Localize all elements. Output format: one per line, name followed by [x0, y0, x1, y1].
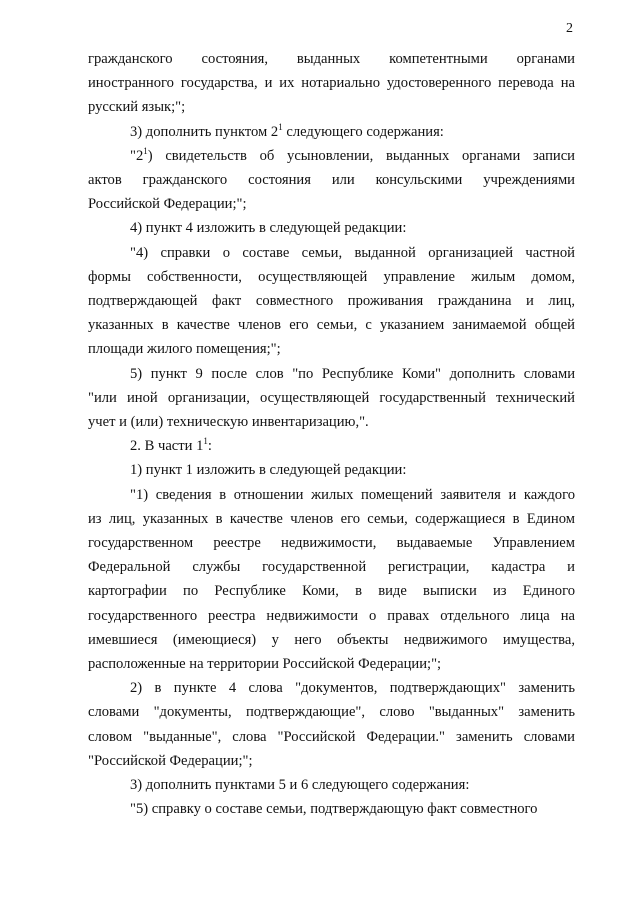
paragraph-p2 — [88, 144, 575, 217]
text-line: 2. В части $1^1$: — [130, 436, 212, 455]
paragraph-p7 — [88, 458, 575, 482]
paragraph-p9 — [88, 676, 575, 773]
text-line: словами "документы, подтверждающие", слово "выданных" заменить — [88, 704, 575, 721]
paragraph-p5 — [88, 362, 575, 435]
paragraph-p10 — [88, 773, 575, 797]
document-body — [88, 47, 575, 822]
text-line: указанных в качестве членов его семьи, с указанием занимаемой общей — [88, 317, 575, 334]
text-line: "$2^1$) свидетельств об усыновлении, выданных органами записи — [130, 145, 575, 164]
text-line: имевшиеся (имеющиеся) у него объекты недвижимого имущества, — [88, 631, 575, 648]
superscript: 1 — [203, 436, 208, 447]
text-line: картографии по Республике Коми, в виде выписки из Единого — [88, 583, 575, 600]
superscript: 1 — [278, 121, 283, 132]
text-line: "1) сведения в отношении жилых помещений заявителя и каждого — [130, 486, 575, 503]
text-line: подтверждающей факт совместного проживания гражданина и лиц, — [88, 293, 575, 310]
text-line: 4) пункт 4 изложить в следующей редакции: — [130, 220, 407, 237]
text-line: иностранного государства, и их нотариально удостоверенного перевода на — [88, 75, 575, 92]
text-line: из лиц, указанных в качестве членов его семьи, содержащиеся в Едином — [88, 510, 575, 527]
paragraph-p4 — [88, 241, 575, 362]
text-line: государственном реестре недвижимости, выдаваемые Управлением — [88, 535, 575, 552]
text-line: площади жилого помещения;"; — [88, 341, 281, 358]
text-line: государственного реестра недвижимости о правах отдельного лица на — [88, 607, 575, 624]
text-line: словом "выданные", слова "Российской Федерации." заменить словами — [88, 728, 575, 745]
paragraph-p3 — [88, 216, 575, 240]
text-line: 2) в пункте 4 слова "документов, подтверждающих" заменить — [130, 680, 575, 697]
text-line: 3) дополнить пунктом $2^1$ следующего содержания: — [130, 121, 444, 140]
text-line: Федеральной службы государственной регистрации, кадастра и — [88, 559, 575, 576]
text-line: актов гражданского состояния или консульскими учреждениями — [88, 172, 575, 189]
text-line: Российской Федерации;"; — [88, 196, 247, 213]
page-number: 2 — [566, 21, 573, 36]
text-line: русский язык;"; — [88, 99, 186, 116]
text-line: учет и (или) техническую инвентаризацию,". — [88, 414, 369, 431]
text-line: 5) пункт 9 после слов "по Республике Коми" дополнить словами — [130, 365, 575, 382]
superscript: 1 — [143, 145, 148, 156]
text-line: формы собственности, осуществляющей управление жилым домом, — [88, 268, 575, 285]
paragraph-p0 — [88, 47, 575, 120]
text-line: гражданского состояния, выданных компетентными органами — [88, 51, 575, 67]
text-line: расположенные на территории Российской Федерации;"; — [88, 656, 442, 673]
text-line: 3) дополнить пунктами 5 и 6 следующего содержания: — [130, 777, 470, 794]
paragraph-p1 — [88, 120, 575, 144]
paragraph-p11 — [88, 797, 575, 821]
paragraph-p6 — [88, 434, 575, 458]
text-line: "5) справку о составе семьи, подтверждающую факт совместного — [130, 801, 538, 818]
text-line: "Российской Федерации;"; — [88, 752, 253, 769]
paragraph-p8 — [88, 483, 575, 677]
text-line: 1) пункт 1 изложить в следующей редакции: — [130, 462, 407, 479]
text-line: "или иной организации, осуществляющей государственный технический — [88, 389, 575, 406]
text-line: "4) справки о составе семьи, выданной организацией частной — [130, 244, 575, 261]
